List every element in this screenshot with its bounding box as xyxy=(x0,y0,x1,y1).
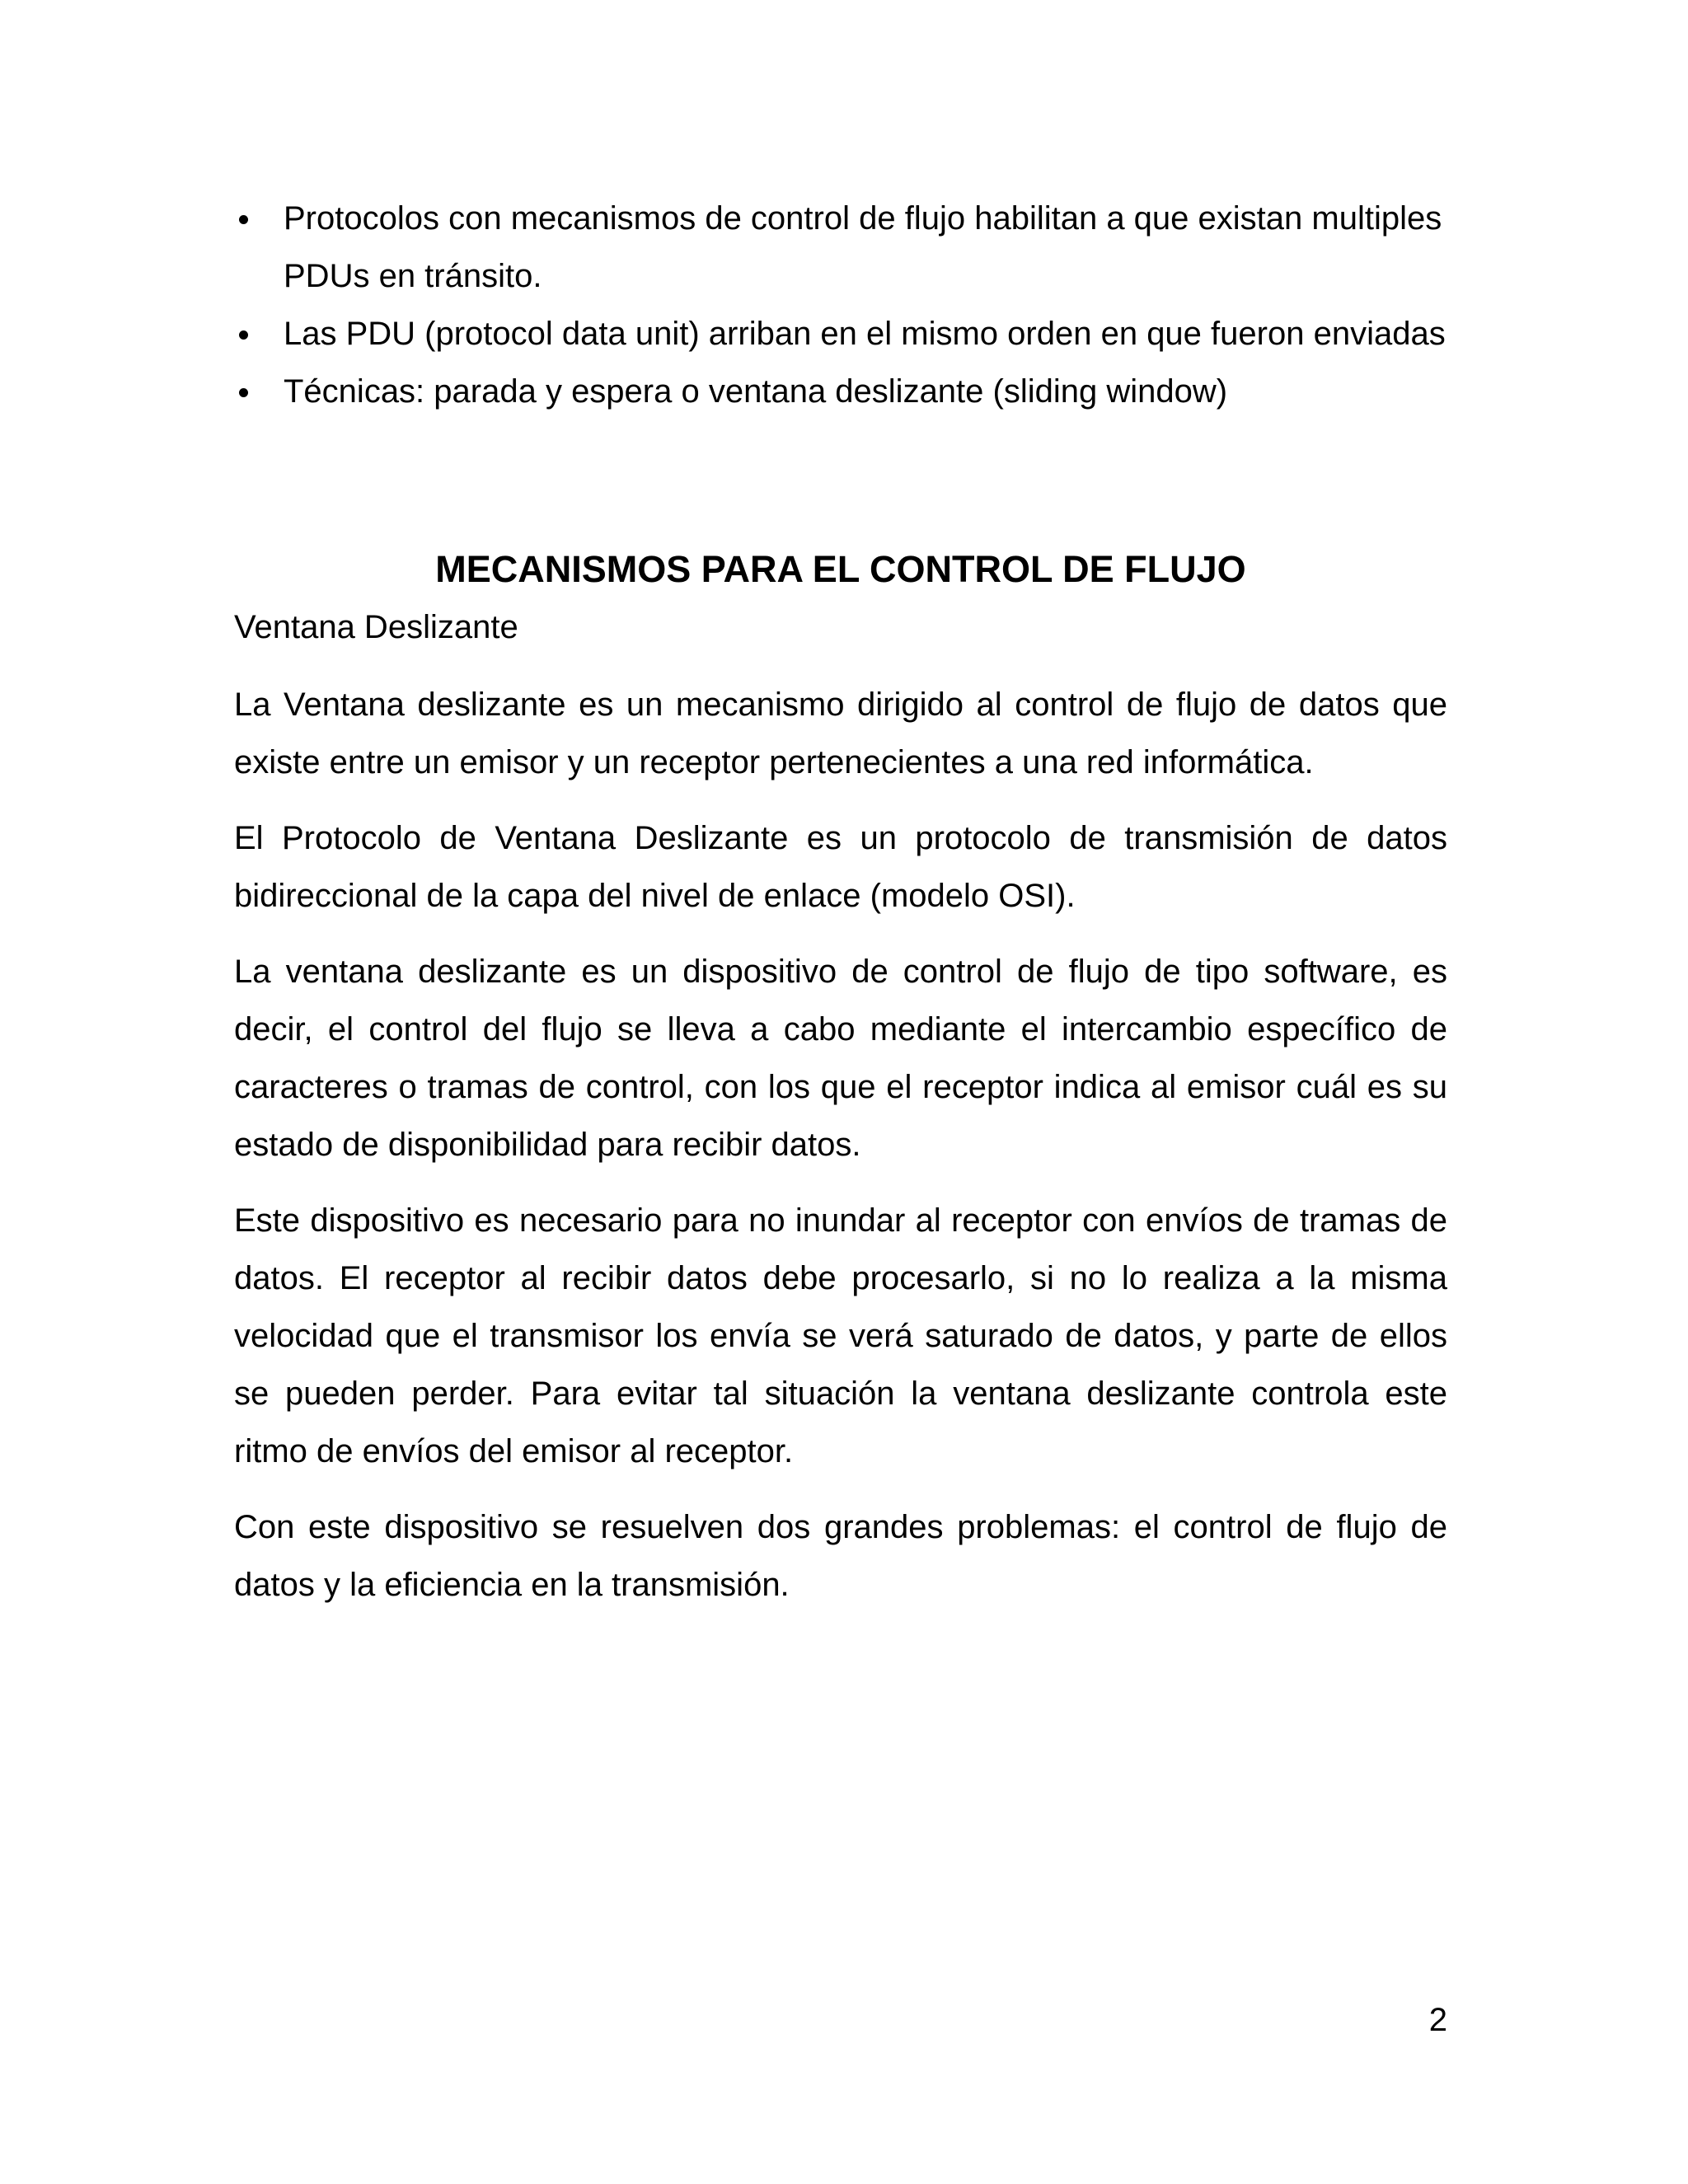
page-content xyxy=(234,190,1447,1614)
bullet-list xyxy=(234,190,1447,420)
bullet-item xyxy=(234,363,1447,420)
bullet-text: Técnicas: parada y espera o ventana deslizante (sliding window) xyxy=(284,373,1228,410)
bullet-text: Protocolos con mecanismos de control de flujo habilitan a que existan multiples PDUs en tránsito. xyxy=(284,200,1442,294)
bullet-dot-icon xyxy=(239,215,248,224)
section-subtitle: Ventana Deslizante xyxy=(234,609,518,645)
paragraph: Con este dispositivo se resuelven dos grandes problemas: el control de flujo de datos y la eficiencia en la transmisión. xyxy=(234,1509,1447,1603)
bullet-dot-icon xyxy=(239,388,248,397)
bullet-dot-icon xyxy=(239,330,248,340)
bullet-text: Las PDU (protocol data unit) arriban en el mismo orden en que fueron enviadas xyxy=(284,316,1446,352)
paragraph: La ventana deslizante es un dispositivo de control de flujo de tipo software, es decir, el control del flujo se lleva a cabo mediante el intercambio específico de caracteres o tramas de control, con los que el receptor indica al emisor cuál es su estado de disponibilidad para recibir datos. xyxy=(234,954,1447,1163)
paragraph: El Protocolo de Ventana Deslizante es un protocolo de transmisión de datos bidireccional de la capa del nivel de enlace (modelo OSI). xyxy=(234,820,1447,914)
section-heading: MECANISMOS PARA EL CONTROL DE FLUJO xyxy=(435,548,1246,590)
bullet-item xyxy=(234,190,1447,305)
bullet-item xyxy=(234,305,1447,363)
paragraph: La Ventana deslizante es un mecanismo dirigido al control de flujo de datos que existe entre un emisor y un receptor pertenecientes a una red informática. xyxy=(234,687,1447,780)
paragraph: Este dispositivo es necesario para no inundar al receptor con envíos de tramas de datos. El receptor al recibir datos debe procesarlo, si no lo realiza a la misma velocidad que el transmisor los envía se verá saturado de datos, y parte de ellos se pueden perder. Para evitar tal situación la ventana deslizante controla este ritmo de envíos del emisor al receptor. xyxy=(234,1202,1447,1469)
page-number: 2 xyxy=(1428,2002,1447,2038)
